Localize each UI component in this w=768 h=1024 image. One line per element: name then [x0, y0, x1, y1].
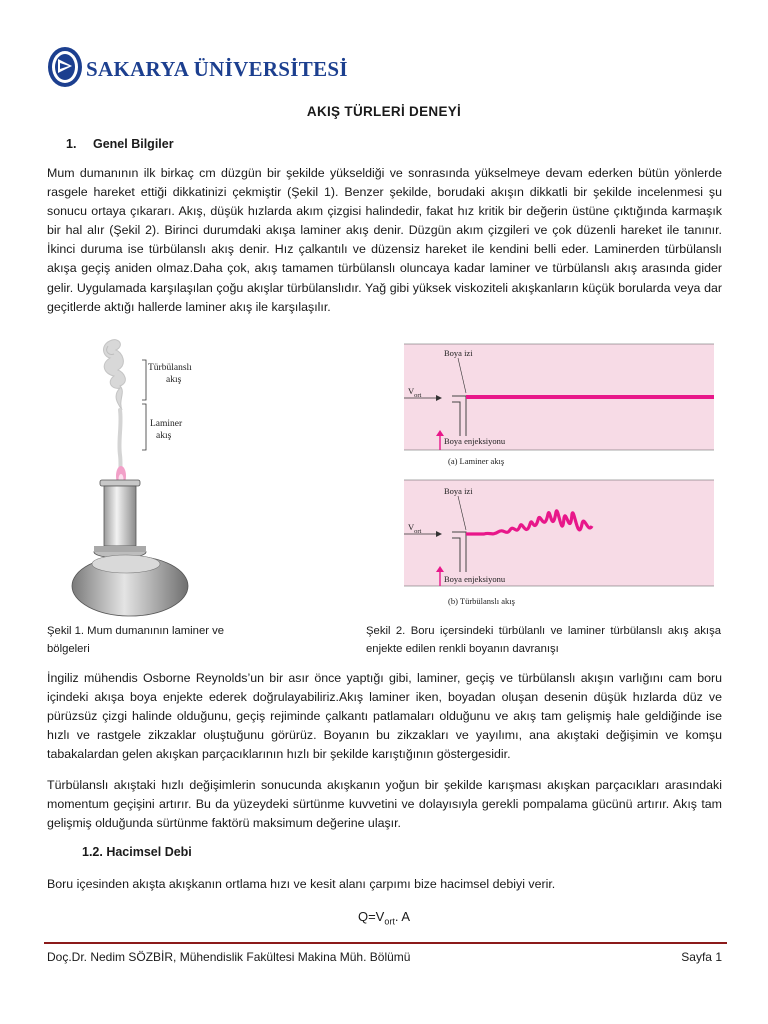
formula-lhs: Q=V — [357, 909, 385, 924]
figure-candle-smoke — [60, 330, 250, 620]
section-heading-volumetric-flow: 1.2. Hacimsel Debi — [82, 845, 192, 859]
footer-page-number: Sayfa 1 — [681, 950, 722, 964]
figure1-caption — [47, 622, 267, 658]
dye-injection-label-a: Boya enjeksiyonu — [444, 436, 506, 446]
sakarya-university-logo-icon — [46, 44, 86, 90]
figure-pipe-flow — [400, 338, 720, 610]
label-laminar: Laminer — [150, 419, 183, 429]
formula-subscript: ort — [384, 916, 395, 927]
header — [46, 44, 346, 92]
footer-author: Doç.Dr. Nedim SÖZBİR, Mühendislik Fakültesi Makina Müh. Bölümü — [47, 950, 411, 964]
paragraph-reynolds: İngiliz mühendis Osborne Reynolds’un bir asır önce yaptığı gibi, laminer, geçiş ve türbülanslı akışın varlığını cam boru içindeki akışa boya enjekte ederek doğrulayabiliriz.Akış laminer iken, boyadan oluşan desenin düşük hızlarda düz ve pürüzsüz çizgi halinde olduğunu, geçiş rejiminde çalkantı patlamaları olduğunu ve akış tam gelişmiş hale geldiğinde ise hızlı ve rastgele zikzaklar oluştuğunu görürüz. Boyanın bu zikzakları ve yayılımı, ana akıştaki değişimin ve komşu tabakalardan gelen akışkan parçacıklarının hızlı bir şekilde karıştığının göstergesidir. — [47, 671, 722, 762]
laminar-dye-line — [466, 395, 714, 399]
section-number: 1. — [66, 137, 77, 151]
paragraph-turbulence: Türbülanslı akıştaki hızlı değişimlerin sonucunda akışkanın yoğun bir şekilde karışması akışkan parçacıkları arasındaki momentum geçişini artırır. Bu da yüzeydeki sürtünme kuvvetini ve dolayısıyla gerekli pompalama gücünü artırır. Akış tam gelişmiş olduğunda sürtünme faktörü maksimum değerine ulaşır. — [47, 778, 722, 831]
figure2-caption: Şekil 2. Boru içersindeki türbülanlı ve laminer türbülanslı akış akışa enjekte edilen renkli boyanın davranışı — [366, 625, 721, 655]
formula-rhs: . A — [394, 909, 411, 924]
paragraph-intro: Mum dumanının ilk birkaç cm düzgün bir şekilde yükseldiği ve sonrasında yükselmeye devam ederken bütün yönlerde rasgele hareket ettiği dikkatinizi çekmiştir (Şekil 1). Benzer şekilde, borudaki akışın dikkatli bir şekilde incelenmesi şu sonucu ortaya çıkararı. Akış, düşük hızlarda akım çizgisi halindedir, fakat hız kritik bir değerin üstüne çıktığında karmaşık bir hal alır (Şekil 2). Birinci durumdaki akışa laminer akış denir. Düzgün akım çizgileri ve çok düzenli hareket ile tanınır. İkinci duruma ise türbülanslı akış denir. Hız çalkantılı ve düzensiz hareket ile kendini belli eder. Laminerden türbülanslı akışa geçiş aniden olmaz.Daha çok, akış tamamen türbülanslı oluncaya kadar laminer ve türbülanslı akış arasında gider gelir. Uygulamada karşılaşılan çoğu akışlar türbülanslıdır. Yağ gibi yüksek viskoziteli akışkanların küçük borularda veya dar geçitlerde aktığı hallerde laminer akış ile karşılaşılır. — [47, 166, 722, 314]
caption-turbulent-flow: (b) Türbülanslı akış — [448, 596, 515, 606]
paragraph-volumetric-flow: Boru içesinden akışta akışkanın ortlama hızı ve kesit alanı çarpımı bize hacimsel debiyi verir. — [47, 877, 556, 891]
figure1-caption-line2: bölgeleri — [47, 643, 90, 655]
label-laminar-2: akış — [156, 431, 172, 441]
dye-trace-label-b: Boya izi — [444, 486, 473, 496]
caption-laminar-flow: (a) Laminer akış — [448, 456, 505, 466]
dye-trace-label-a: Boya izi — [444, 348, 473, 358]
velocity-label-a: $V_{ort}$ — [408, 386, 422, 399]
page-title: AKIŞ TÜRLERİ DENEYİ — [306, 104, 462, 119]
dye-injection-label-b: Boya enjeksiyonu — [444, 574, 506, 584]
formula-flow-rate — [0, 909, 768, 927]
velocity-label-b: $V_{ort}$ — [408, 522, 422, 535]
university-name: SAKARYA ÜNİVERSİTESİ — [86, 57, 348, 81]
footer-rule — [44, 942, 727, 944]
figure1-caption-line1: Şekil 1. Mum dumanının laminer ve — [47, 625, 225, 637]
candle-tube — [104, 486, 136, 546]
section-heading: Genel Bilgiler — [93, 137, 174, 151]
label-turbulent-2: akış — [166, 375, 182, 385]
label-turbulent: Türbülanslı — [148, 363, 192, 373]
